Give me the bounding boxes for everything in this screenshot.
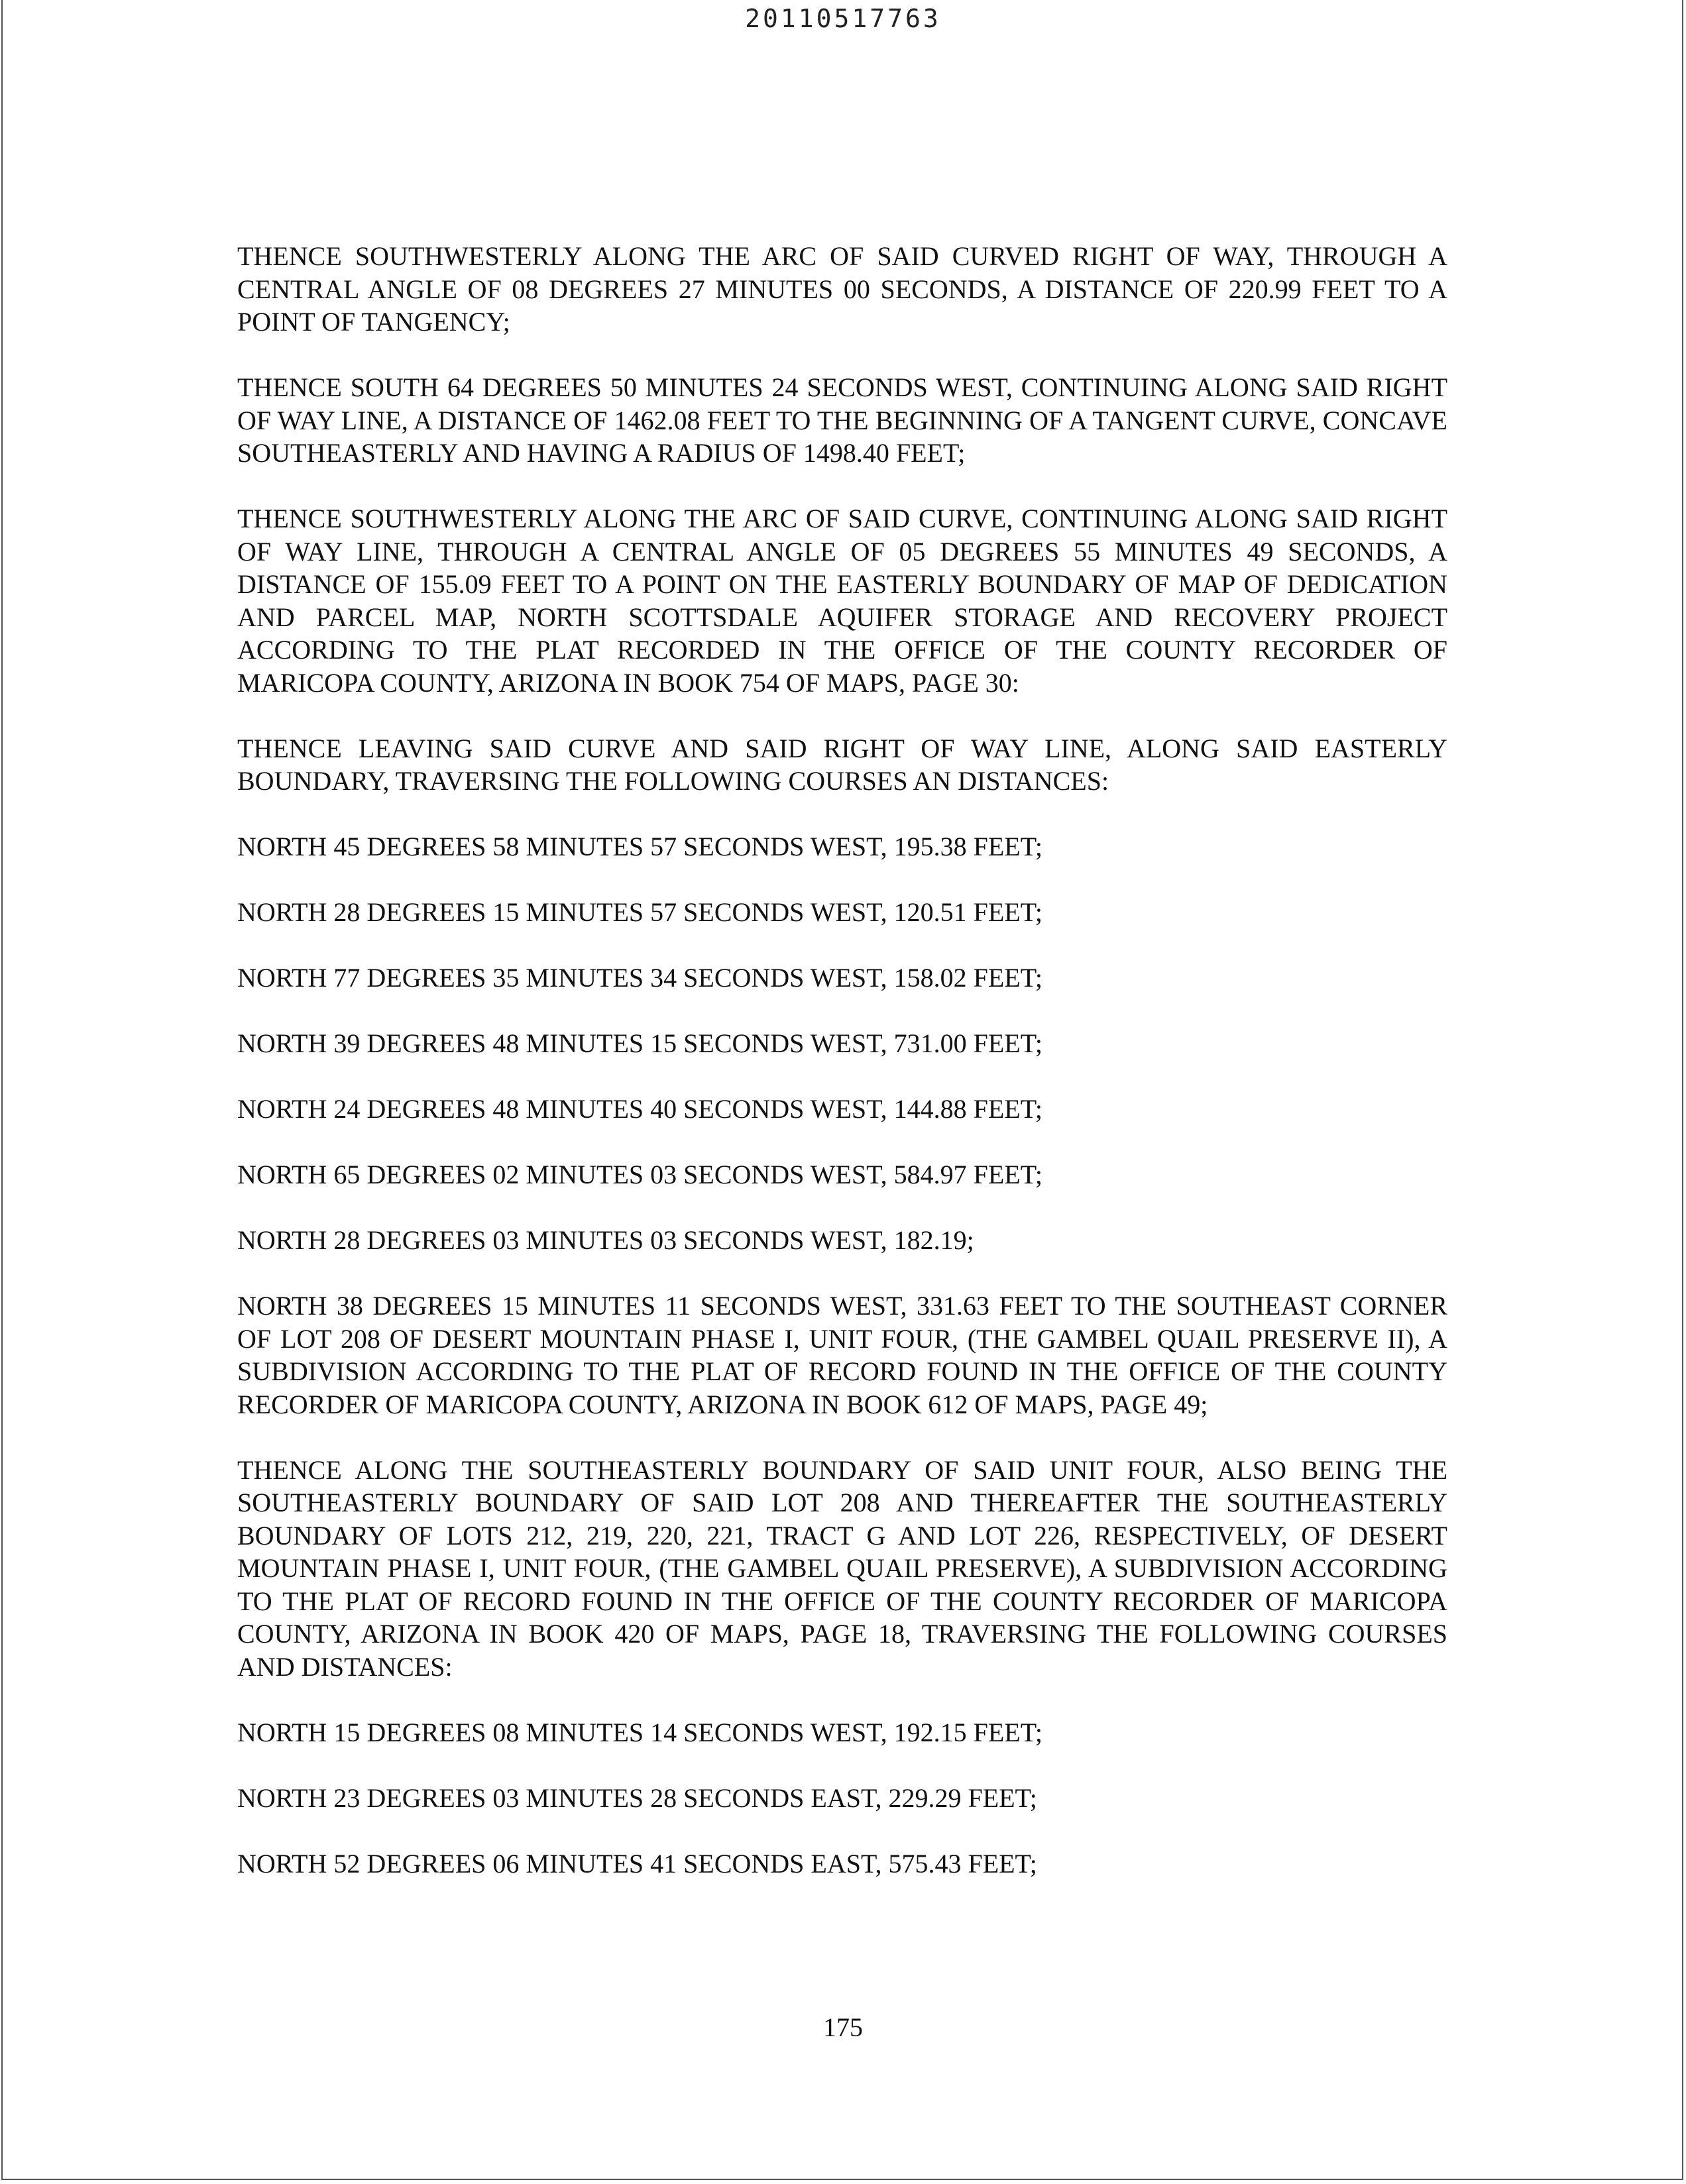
course-line: NORTH 52 DEGREES 06 MINUTES 41 SECONDS EAST, 575.43 FEET; [237, 1848, 1037, 1879]
recording-number: 20110517763 [745, 4, 941, 33]
course-line: NORTH 28 DEGREES 03 MINUTES 03 SECONDS WEST, 182.19; [237, 1225, 974, 1255]
paragraph: THENCE ALONG THE SOUTHEASTERLY BOUNDARY OF SAID UNIT FOUR, ALSO BEING THE SOUTHEASTERLY BOUNDARY OF SAID LOT 208 AND THEREAFTER THE SOUTHEASTERLY BOUNDARY OF LOTS 212, 219, 220, 221, TRACT G AND LOT 226, RESPECTIVELY, OF DESERT MOUNTAIN PHASE I, UNIT FOUR, (THE GAMBEL QUAIL PRESERVE), A SUBDIVISION ACCORDING TO THE PLAT OF RECORD FOUND IN THE OFFICE OF THE COUNTY RECORDER OF MARICOPA COUNTY, ARIZONA IN BOOK 420 OF MAPS, PAGE 18, TRAVERSING THE FOLLOWING COURSES AND DISTANCES: [237, 1454, 1447, 1682]
course-line: NORTH 77 DEGREES 35 MINUTES 34 SECONDS WEST, 158.02 FEET; [237, 963, 1043, 993]
course-line: NORTH 24 DEGREES 48 MINUTES 40 SECONDS WEST, 144.88 FEET; [237, 1094, 1043, 1124]
legal-description [237, 240, 1447, 1913]
course-line: NORTH 28 DEGREES 15 MINUTES 57 SECONDS WEST, 120.51 FEET; [237, 897, 1043, 927]
course-line: NORTH 23 DEGREES 03 MINUTES 28 SECONDS EAST, 229.29 FEET; [237, 1782, 1037, 1813]
paragraph: THENCE SOUTH 64 DEGREES 50 MINUTES 24 SECONDS WEST, CONTINUING ALONG SAID RIGHT OF WAY LINE, A DISTANCE OF 1462.08 FEET TO THE BEGINNING OF A TANGENT CURVE, CONCAVE SOUTHEASTERLY AND HAVING A RADIUS OF 1498.40 FEET; [237, 372, 1447, 468]
course-line: NORTH 45 DEGREES 58 MINUTES 57 SECONDS WEST, 195.38 FEET; [237, 832, 1043, 861]
paragraph: THENCE SOUTHWESTERLY ALONG THE ARC OF SAID CURVE, CONTINUING ALONG SAID RIGHT OF WAY LINE, THROUGH A CENTRAL ANGLE OF 05 DEGREES 55 MINUTES 49 SECONDS, A DISTANCE OF 155.09 FEET TO A POINT ON THE EASTERLY BOUNDARY OF MAP OF DEDICATION AND PARCEL MAP, NORTH SCOTTSDALE AQUIFER STORAGE AND RECOVERY PROJECT ACCORDING TO THE PLAT RECORDED IN THE OFFICE OF THE COUNTY RECORDER OF MARICOPA COUNTY, ARIZONA IN BOOK 754 OF MAPS, PAGE 30: [237, 504, 1447, 698]
paragraph: THENCE SOUTHWESTERLY ALONG THE ARC OF SAID CURVED RIGHT OF WAY, THROUGH A CENTRAL ANGLE OF 08 DEGREES 27 MINUTES 00 SECONDS, A DISTANCE OF 220.99 FEET TO A POINT OF TANGENCY; [237, 241, 1447, 337]
course-line: NORTH 65 DEGREES 02 MINUTES 03 SECONDS WEST, 584.97 FEET; [237, 1160, 1043, 1189]
paragraph: NORTH 38 DEGREES 15 MINUTES 11 SECONDS WEST, 331.63 FEET TO THE SOUTHEAST CORNER OF LOT 208 OF DESERT MOUNTAIN PHASE I, UNIT FOUR, (THE GAMBEL QUAIL PRESERVE II), A SUBDIVISION ACCORDING TO THE PLAT OF RECORD FOUND IN THE OFFICE OF THE COUNTY RECORDER OF MARICOPA COUNTY, ARIZONA IN BOOK 612 OF MAPS, PAGE 49; [237, 1291, 1447, 1419]
page-number: 175 [823, 2012, 863, 2042]
course-line: NORTH 39 DEGREES 48 MINUTES 15 SECONDS WEST, 731.00 FEET; [237, 1028, 1043, 1058]
paragraph: THENCE LEAVING SAID CURVE AND SAID RIGHT OF WAY LINE, ALONG SAID EASTERLY BOUNDARY, TRAVERSING THE FOLLOWING COURSES AN DISTANCES: [237, 733, 1447, 796]
course-line: NORTH 15 DEGREES 08 MINUTES 14 SECONDS WEST, 192.15 FEET; [237, 1717, 1043, 1747]
